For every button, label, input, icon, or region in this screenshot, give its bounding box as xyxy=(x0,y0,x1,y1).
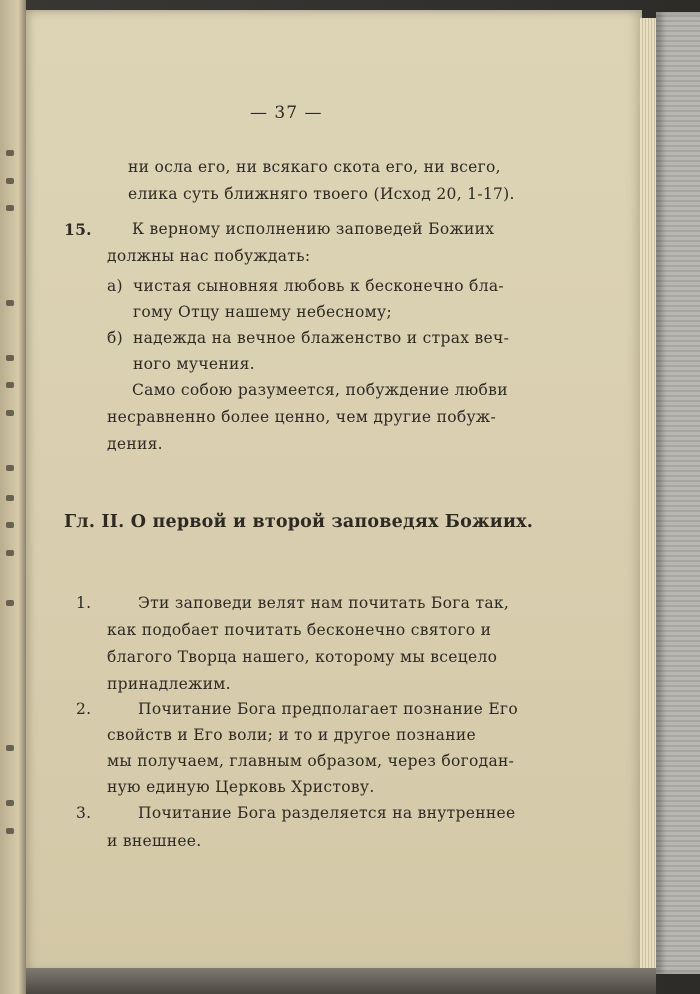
text-line: как подобает почитать бесконечно святого и xyxy=(107,621,492,639)
text-line: гому Отцу нашему небесному; xyxy=(133,303,392,321)
text-line: мы получаем, главным образом, через богодан- xyxy=(107,752,515,770)
text-line: несравненно более ценно, чем другие побуж- xyxy=(107,408,497,426)
item-number: 15. xyxy=(64,220,92,239)
list-marker: а) xyxy=(107,277,123,295)
text-line: Эти заповеди велят нам почитать Бога так, xyxy=(138,594,510,612)
text-line: Почитание Бога разделяется на внутреннее xyxy=(138,804,516,822)
text-line: принадлежим. xyxy=(107,675,231,693)
page-number: — 37 — xyxy=(250,103,323,123)
text-line: дения. xyxy=(107,435,163,453)
text-line: ную единую Церковь Христову. xyxy=(107,778,375,796)
ink-mark xyxy=(6,828,14,834)
previous-page-edge xyxy=(0,0,26,994)
ink-mark xyxy=(6,150,14,156)
text-line: ного мучения. xyxy=(133,355,255,373)
ink-mark xyxy=(6,600,14,606)
text-line: должны нас побуждать: xyxy=(107,247,311,265)
list-marker: б) xyxy=(107,329,123,347)
text-line: надежда на вечное блаженство и страх веч- xyxy=(133,329,510,347)
book-page xyxy=(26,10,642,972)
ink-mark xyxy=(6,410,14,416)
text-line: свойств и Его воли; и то и другое познание xyxy=(107,726,476,744)
ink-mark xyxy=(6,355,14,361)
text-line: Само собою разумеется, побуждение любви xyxy=(132,381,508,399)
ink-mark xyxy=(6,465,14,471)
book-cover xyxy=(656,12,700,974)
item-number: 1. xyxy=(76,594,92,612)
ink-mark xyxy=(6,495,14,501)
item-number: 3. xyxy=(76,804,92,822)
text-line: ни осла его, ни всякаго скота его, ни всего, xyxy=(128,158,501,176)
ink-mark xyxy=(6,550,14,556)
ink-mark xyxy=(6,300,14,306)
item-number: 2. xyxy=(76,700,92,718)
text-line: елика суть ближняго твоего (Исход 20, 1-17). xyxy=(128,185,515,203)
text-line: и внешнее. xyxy=(107,832,202,850)
chapter-heading: Гл. II. О первой и второй заповедях Божиих. xyxy=(64,512,534,532)
text-line: К верному исполнению заповедей Божиих xyxy=(132,220,495,238)
ink-mark xyxy=(6,522,14,528)
text-line: благого Творца нашего, которому мы всецело xyxy=(107,648,498,666)
page-bottom-shadow xyxy=(26,968,656,994)
text-line: чистая сыновняя любовь к бесконечно бла- xyxy=(133,277,504,295)
text-line: Почитание Бога предполагает познание Его xyxy=(138,700,518,718)
ink-mark xyxy=(6,178,14,184)
ink-mark xyxy=(6,382,14,388)
ink-mark xyxy=(6,745,14,751)
ink-mark xyxy=(6,800,14,806)
ink-mark xyxy=(6,205,14,211)
